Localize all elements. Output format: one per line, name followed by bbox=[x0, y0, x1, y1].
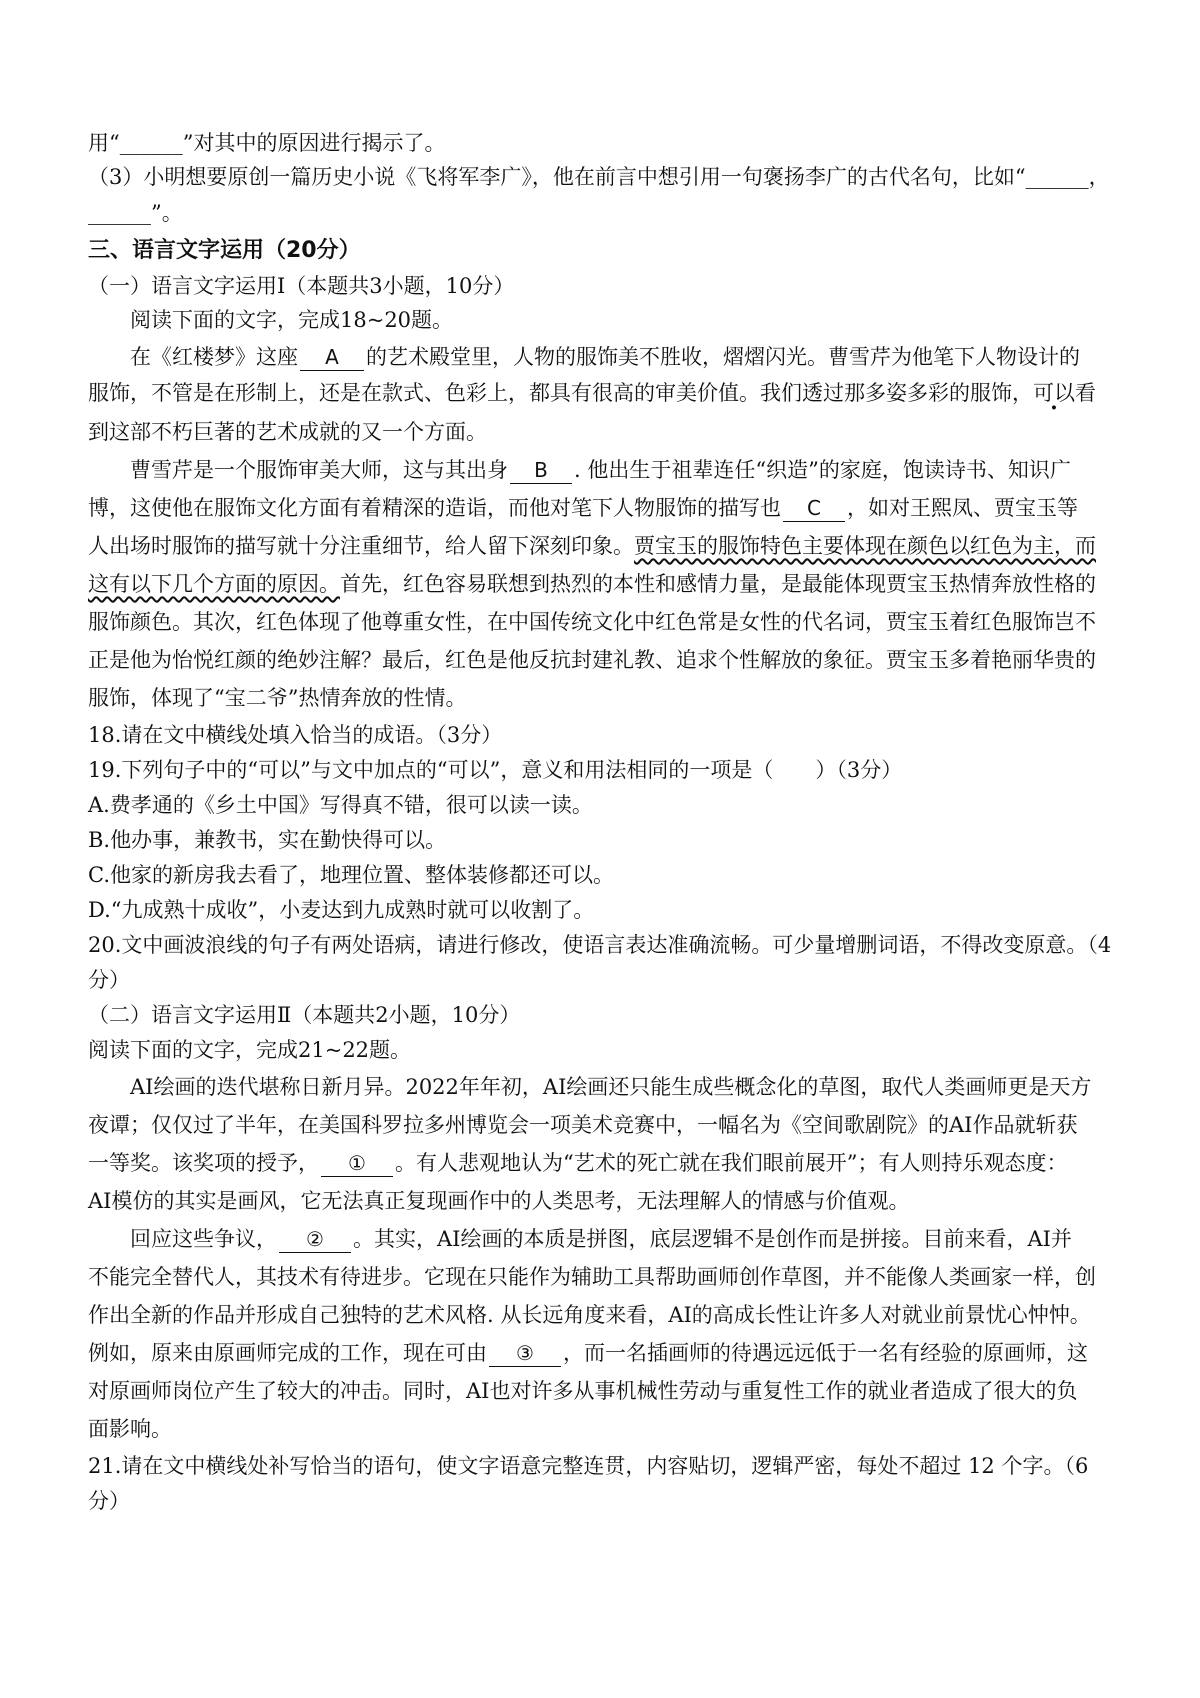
passage-line bbox=[88, 378, 1096, 408]
passage-line: 面影响。 bbox=[88, 1417, 172, 1441]
passage-line: 正是他为怡悦红颜的绝妙注解？最后，红色是他反抗封建礼教、追求个性解放的象征。贾宝玉多着艳丽华贵的 bbox=[88, 648, 1096, 672]
passage-line bbox=[88, 1148, 1067, 1178]
text-span: ”对其中的原因进行揭示了。 bbox=[182, 131, 446, 155]
passage-line bbox=[88, 1338, 1088, 1368]
blank-2: ② bbox=[279, 1226, 351, 1253]
blank-a: A bbox=[300, 344, 364, 371]
text-span: 曹雪芹是一个服饰审美大师，这与其出身 bbox=[130, 458, 508, 482]
option-d: D.“九成熟十成收”，小麦达到九成熟时就可以收割了。 bbox=[88, 898, 595, 922]
text-span: 例如，原来由原画师完成的工作，现在可由 bbox=[88, 1341, 487, 1365]
passage-line: 夜谭；仅仅过了半年，在美国科罗拉多州博览会一项美术竞赛中，一幅名为《空间歌剧院》的AI作品就斩获 bbox=[88, 1113, 1078, 1137]
option-a: A.费孝通的《乡土中国》写得真不错，很可以读一读。 bbox=[88, 793, 593, 817]
passage-line: 服饰颜色。其次，红色体现了他尊重女性，在中国传统文化中红色常是女性的代名词，贾宝玉着红色服饰岂不 bbox=[88, 610, 1096, 634]
question-18: 18.请在文中横线处填入恰当的成语。（3分） bbox=[88, 723, 503, 747]
text-span: 在《红楼梦》这座 bbox=[130, 345, 298, 369]
text-span: 的艺术殿堂里，人物的服饰美不胜收，熠熠闪光。曹雪芹为他笔下人物设计的 bbox=[366, 345, 1080, 369]
text-line bbox=[88, 128, 446, 158]
question-21-cont: 分） bbox=[88, 1489, 130, 1513]
question-21: 21.请在文中横线处补写恰当的语句，使文字语意完整连贯，内容贴切，逻辑严密，每处不超过 12 个字。（6 bbox=[88, 1454, 1089, 1478]
text-span: 一等奖。该奖项的授予， bbox=[88, 1151, 319, 1175]
passage-line: AI模仿的其实是画风，它无法真正复现画作中的人类思考，无法理解人的情感与价值观。 bbox=[88, 1189, 910, 1213]
text-span: 人出场时服饰的描写就十分注重细节，给人留下深刻印象。 bbox=[88, 534, 634, 558]
passage-line bbox=[88, 531, 1096, 561]
dotted-keyword: 可以 bbox=[1033, 381, 1075, 405]
question-17-3-cont: ______”。 bbox=[88, 201, 183, 225]
part-title: （一）语言文字运用Ⅰ（本题共3小题，10分） bbox=[88, 274, 515, 298]
text-span: ，如对王熙凤、贾宝玉等 bbox=[847, 496, 1078, 520]
blank-1: ① bbox=[321, 1150, 393, 1177]
reading-instruction: 阅读下面的文字，完成21~22题。 bbox=[88, 1038, 412, 1062]
text-span: 博，这使他在服饰文化方面有着精深的造诣，而他对笔下人物服饰的描写也 bbox=[88, 496, 781, 520]
question-20: 20.文中画波浪线的句子有两处语病，请进行修改，使语言表达准确流畅。可少量增删词语，不得改变原意。（4 bbox=[88, 933, 1112, 957]
passage-line: 服饰，体现了“宝二爷”热情奔放的性情。 bbox=[88, 686, 467, 710]
text-span: 看 bbox=[1075, 381, 1096, 405]
passage-line bbox=[88, 569, 1096, 599]
option-b: B.他办事，兼教书，实在勤快得可以。 bbox=[88, 828, 447, 852]
wavy-underlined-sentence: 这有以下几个方面的原因。 bbox=[88, 572, 340, 596]
text-span: 服饰，不管是在形制上，还是在款式、色彩上，都具有很高的审美价值。我们透过那多姿多彩的服饰， bbox=[88, 381, 1033, 405]
text-span: 用“ bbox=[88, 131, 120, 155]
text-span: 。有人悲观地认为“艺术的死亡就在我们眼前展开”；有人则持乐观态度： bbox=[395, 1151, 1068, 1175]
text-span: . 他出生于祖辈连任“织造”的家庭，饱读诗书、知识广 bbox=[574, 458, 1071, 482]
passage-line bbox=[88, 493, 1078, 523]
blank-3: ③ bbox=[489, 1340, 561, 1367]
passage-line: AI绘画的迭代堪称日新月异。2022年年初，AI绘画还只能生成些概念化的草图，取代人类画师更是天方 bbox=[130, 1075, 1092, 1099]
passage-line bbox=[130, 455, 1071, 485]
passage-line: 到这部不朽巨著的艺术成就的又一个方面。 bbox=[88, 420, 487, 444]
passage-line: 作出全新的作品并形成自己独特的艺术风格. 从长远角度来看，AI的高成长性让许多人对就业前景忧心忡忡。 bbox=[88, 1303, 1091, 1327]
question-17-3: （3）小明想要原创一篇历史小说《飞将军李广》，他在前言中想引用一句褒扬李广的古代名句，比如“______， bbox=[88, 165, 1110, 189]
text-span: 。其实，AI绘画的本质是拼图，底层逻辑不是创作而是拼接。目前来看，AI并 bbox=[353, 1227, 1072, 1251]
passage-line: 不能完全替代人，其技术有待进步。它现在只能作为辅助工具帮助画师创作草图，并不能像人类画家一样，创 bbox=[88, 1265, 1096, 1289]
passage-line: 对原画师岗位产生了较大的冲击。同时，AI也对许多从事机械性劳动与重复性工作的就业者造成了很大的负 bbox=[88, 1379, 1078, 1403]
option-c: C.他家的新房我去看了，地理位置、整体装修都还可以。 bbox=[88, 863, 614, 887]
text-span: ，而一名插画师的待遇远远低于一名有经验的原画师，这 bbox=[563, 1341, 1088, 1365]
reading-instruction: 阅读下面的文字，完成18~20题。 bbox=[130, 308, 454, 332]
part-title: （二）语言文字运用Ⅱ（本题共2小题，10分） bbox=[88, 1003, 521, 1027]
fill-blank: ______ bbox=[119, 131, 183, 155]
section-heading: 三、语言文字运用（20分） bbox=[88, 238, 361, 263]
blank-b: B bbox=[510, 457, 572, 484]
wavy-underlined-sentence: 贾宝玉的服饰特色主要体现在颜色以红色为主，而 bbox=[634, 534, 1096, 558]
passage-line bbox=[130, 1224, 1072, 1254]
question-19: 19.下列句子中的“可以”与文中加点的“可以”，意义和用法相同的一项是（ ）（3分） bbox=[88, 758, 903, 782]
text-span: 首先，红色容易联想到热烈的本性和感情力量，是最能体现贾宝玉热情奔放性格的 bbox=[340, 572, 1096, 596]
text-span: 回应这些争议， bbox=[130, 1227, 277, 1251]
passage-line bbox=[130, 342, 1080, 372]
blank-c: C bbox=[783, 495, 845, 522]
question-20-cont: 分） bbox=[88, 968, 130, 992]
